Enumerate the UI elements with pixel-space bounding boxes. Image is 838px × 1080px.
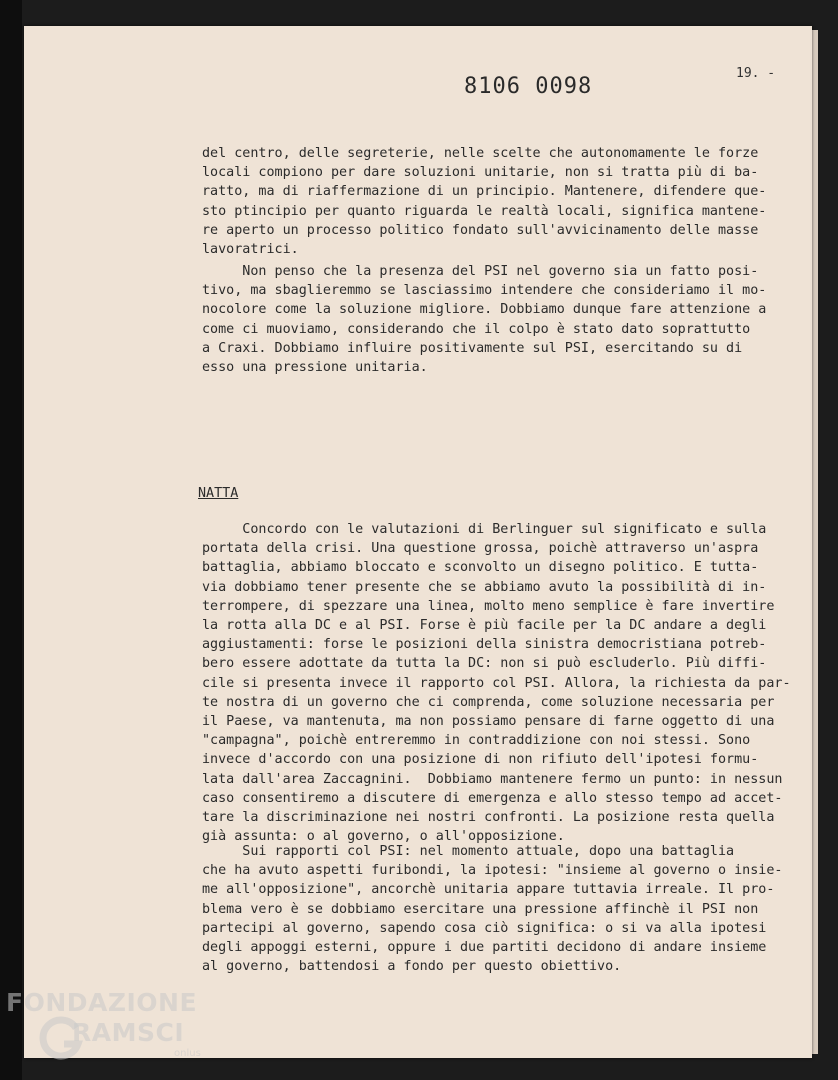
document-page: [24, 26, 812, 1058]
page-underlay: [812, 30, 818, 1054]
paragraph-4: Sui rapporti col PSI: nel momento attuale, dopo una battaglia che ha avuto aspetti furibondi, la ipotesi: "insieme al governo o insie- me all'opposizione", ancorchè unitaria appare tuttavia irreale. Il pro- blema vero è se dobbiamo esercitare una pressione affinchè il PSI non partecipi al governo, sapendo cosa ciò significa: o si va alla ipotesi degli appoggi esterni, oppure i due partiti decidono di andare insieme al governo, battendosi a fondo per questo obiettivo.: [202, 844, 783, 975]
archive-number: 8106 0098: [464, 74, 593, 99]
paragraph-3: Concordo con le valutazioni di Berlinguer sul significato e sulla portata della crisi. Una questione grossa, poichè attraverso un'aspra battaglia, abbiamo bloccato e sconvolto un disegno politico. E tutta- via dobbiamo tener presente che se abbiamo avuto la possibilità di in- terrompere, di spezzare una linea, molto meno semplice è fare invertire la rotta alla DC e al PSI. Forse è più facile per la DC andare a degli aggiustamenti: forse le posizioni della sinistra democristiana potreb- bero essere adottate da tutta la DC: non si può escluderlo. Più diffi- cile si presenta invece il rapporto col PSI. Allora, la richiesta da par- te nostra di un governo che ci comprenda, come soluzione necessaria per il Paese, va mantenuta, ma non possiamo pensare di farne oggetto di una "campagna", poichè entreremmo in contraddizione con noi stessi. Sono invece d'accordo con una posizione di non rifiuto dell'ipotesi formu- lata dall'area Zaccagnini. Dobbiamo mantenere fermo un punto: in nessun caso consentiremo a discutere di emergenza e allo stesso tempo ad accet- tare la discriminazione nei nostri confronti. La posizione resta quella già assunta: o al governo, o all'opposizione.: [202, 522, 791, 845]
page-number: 19. -: [736, 66, 776, 81]
speaker-heading: NATTA: [198, 486, 239, 501]
fondazione-gramsci-watermark: [6, 988, 226, 1068]
watermark-line-1: FONDAZIONE: [6, 988, 198, 1017]
watermark-onlus: onlus: [174, 1048, 201, 1059]
paragraph-1: del centro, delle segreterie, nelle scelte che autonomamente le forze locali compiono per dare soluzioni unitarie, non si tratta più di ba- ratto, ma di riaffermazione di un principio. Mantenere, difendere que- sto ptincipio per quanto riguarda le realtà locali, significa mantene- re aperto un processo politico fondato sull'avvicinamento delle masse lavoratrici.: [202, 146, 767, 258]
scanner-edge: [0, 0, 22, 1080]
watermark-line-2: RAMSCI: [72, 1018, 185, 1047]
paragraph-2: Non penso che la presenza del PSI nel governo sia un fatto posi- tivo, ma sbaglieremmo se lasciassimo intendere che consideriamo il mo- nocolore come la soluzione migliore. Dobbiamo dunque fare attenzione a come ci muoviamo, considerando che il colpo è stato dato soprattutto a Craxi. Dobbiamo influire positivamente sul PSI, esercitando su di esso una pressione unitaria.: [202, 264, 767, 376]
